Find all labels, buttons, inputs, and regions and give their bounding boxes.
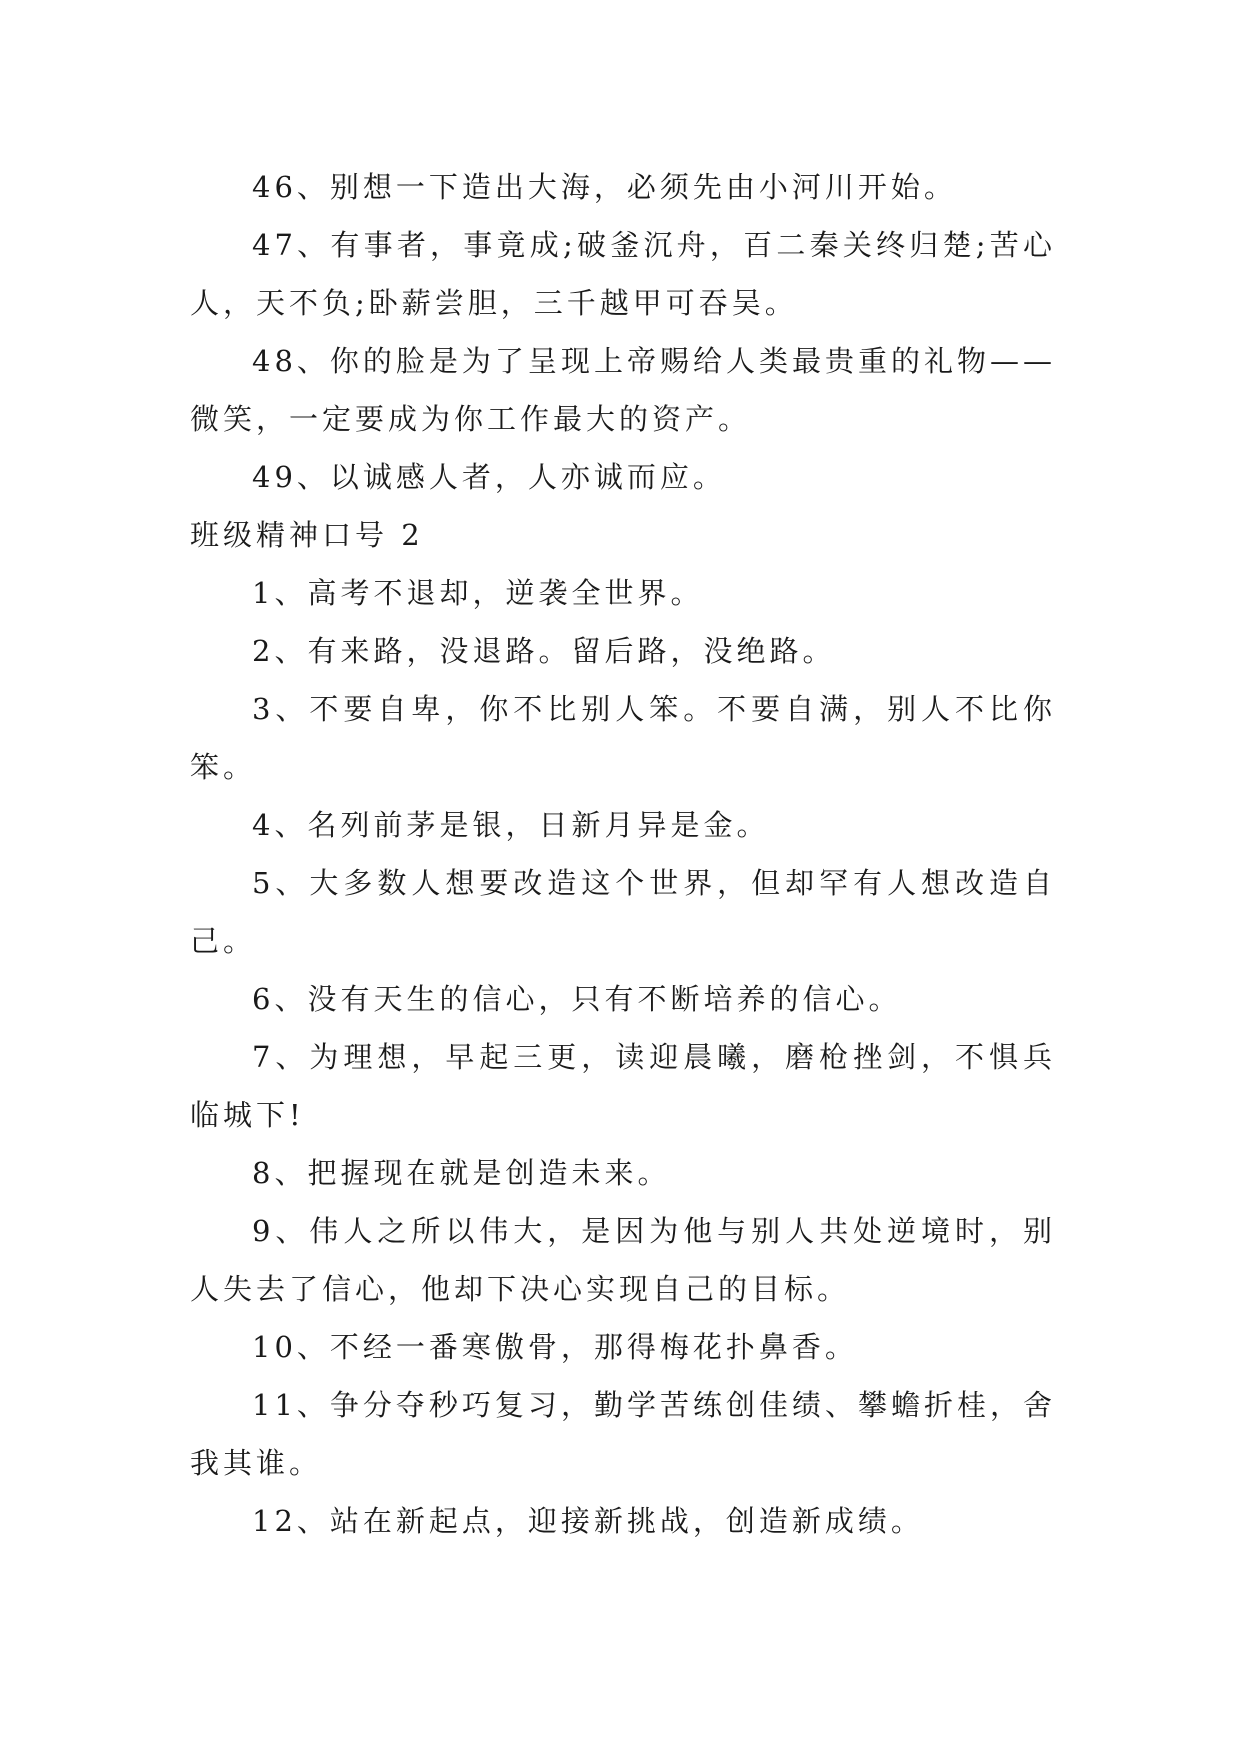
paragraph-7: 7、为理想，早起三更，读迎晨曦，磨枪挫剑，不惧兵临城下! [190,1040,1056,1132]
paragraph-12: 12、站在新起点，迎接新挑战，创造新成绩。 [252,1504,924,1538]
paragraph-5: 5、大多数人想要改造这个世界，但却罕有人想改造自己。 [190,866,1056,958]
paragraph-3: 3、不要自卑，你不比别人笨。不要自满，别人不比你笨。 [190,692,1056,784]
section-heading: 班级精神口号 2 [190,518,424,552]
paragraph-6: 6、没有天生的信心，只有不断培养的信心。 [252,982,902,1016]
document-page [190,158,1056,1550]
paragraph-47: 47、有事者，事竟成;破釜沉舟，百二秦关终归楚;苦心人，天不负;卧薪尝胆，三千越甲可吞吴。 [190,228,1056,320]
paragraph-11: 11、争分夺秒巧复习，勤学苦练创佳绩、攀蟾折桂，舍我其谁。 [190,1388,1056,1480]
paragraph-46: 46、别想一下造出大海，必须先由小河川开始。 [252,170,957,204]
paragraph-9: 9、伟人之所以伟大，是因为他与别人共处逆境时，别人失去了信心，他却下决心实现自己的目标。 [190,1214,1056,1306]
paragraph-8: 8、把握现在就是创造未来。 [252,1156,671,1190]
paragraph-2: 2、有来路，没退路。留后路，没绝路。 [252,634,836,668]
paragraph-49: 49、以诚感人者，人亦诚而应。 [252,460,726,494]
paragraph-48: 48、你的脸是为了呈现上帝赐给人类最贵重的礼物——微笑，一定要成为你工作最大的资产。 [190,344,1056,436]
paragraph-4: 4、名列前茅是银，日新月异是金。 [252,808,770,842]
paragraph-10: 10、不经一番寒傲骨，那得梅花扑鼻香。 [252,1330,858,1364]
paragraph-1: 1、高考不退却，逆袭全世界。 [252,576,704,610]
